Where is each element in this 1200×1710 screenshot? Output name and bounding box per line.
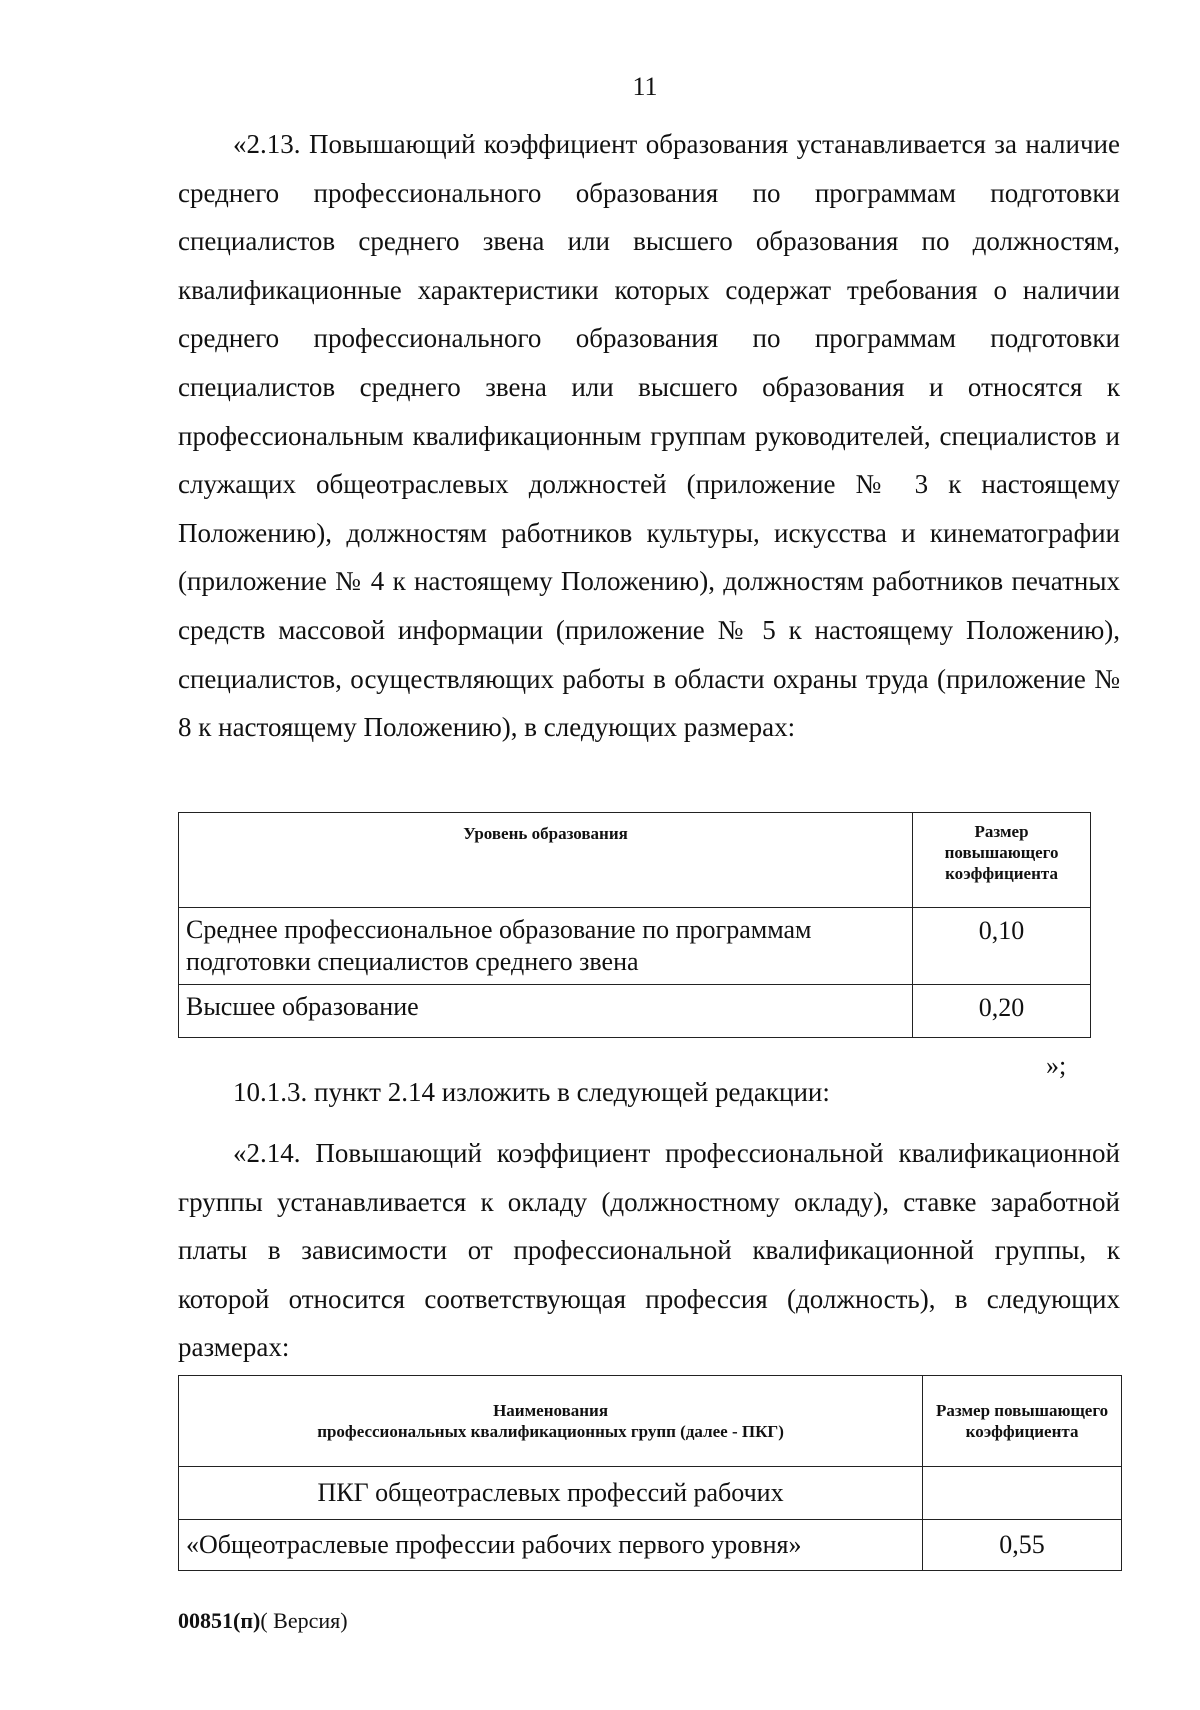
header-coefficient-size: Размер повышающего коэффициента bbox=[913, 813, 1091, 908]
pkg-coefficient-table bbox=[178, 1375, 1122, 1571]
table-row bbox=[179, 985, 1091, 1038]
pkg-name-cell: «Общеотраслевые профессии рабочих первого уровня» bbox=[179, 1520, 923, 1571]
education-level-cell: Среднее профессиональное образование по программам подготовки специалистов среднего звена bbox=[179, 908, 913, 985]
page-number: 11 bbox=[632, 72, 658, 101]
document-version: ( Версия) bbox=[260, 1608, 348, 1633]
coefficient-value-cell: 0,55 bbox=[923, 1520, 1122, 1571]
amendment-line: 10.1.3. пункт 2.14 изложить в следующей редакции: bbox=[233, 1077, 830, 1107]
paragraph-2-14: «2.14. Повышающий коэффициент профессиональной квалификационной группы устанавливается к окладу (должностному окладу), ставке заработной платы в зависимости от профессиональной квалификационной группы, к которой относится соответствующая профессия (должность), в следующих размерах: bbox=[178, 1138, 1120, 1363]
education-coefficient-table bbox=[178, 812, 1091, 1038]
paragraph-2-13: «2.13. Повышающий коэффициент образования устанавливается за наличие среднего профессионального образования по программам подготовки специалистов среднего звена или высшего образования по должностям, квалификационные характеристики которых содержат требования о наличии среднего профессионального образования по программам подготовки специалистов среднего звена или высшего образования и относятся к профессиональным квалификационным группам руководителей, специалистов и служащих общеотраслевых должностей (приложение № 3 к настоящему Положению), должностям работников культуры, искусства и кинематографии (приложение № 4 к настоящему Положению), должностям работников печатных средств массовой информации (приложение № 5 к настоящему Положению), специалистов, осуществляющих работы в области охраны труда (приложение № 8 к настоящему Положению), в следующих размерах: bbox=[178, 129, 1120, 743]
document-code: 00851(п) bbox=[178, 1608, 261, 1633]
header-coefficient-size: Размер повышающего коэффициента bbox=[923, 1376, 1122, 1467]
table-header-row bbox=[179, 1376, 1122, 1467]
header-pkg-name-line1: Наименования bbox=[493, 1401, 609, 1420]
table-row bbox=[179, 908, 1091, 985]
coefficient-value-cell: 0,10 bbox=[913, 908, 1091, 985]
education-level-cell: Высшее образование bbox=[179, 985, 913, 1038]
coefficient-value-cell: 0,20 bbox=[913, 985, 1091, 1038]
document-footer bbox=[178, 1608, 348, 1634]
empty-cell bbox=[923, 1467, 1122, 1520]
table-header-row bbox=[179, 813, 1091, 908]
header-pkg-name-line2: профессиональных квалификационных групп (далее - ПКГ) bbox=[317, 1422, 784, 1441]
pkg-section-title: ПКГ общеотраслевых профессий рабочих bbox=[179, 1467, 923, 1520]
header-education-level: Уровень образования bbox=[179, 813, 913, 908]
closing-quote: »; bbox=[1046, 1051, 1067, 1080]
table-row bbox=[179, 1520, 1122, 1571]
header-pkg-name bbox=[179, 1376, 923, 1467]
table-section-row bbox=[179, 1467, 1122, 1520]
